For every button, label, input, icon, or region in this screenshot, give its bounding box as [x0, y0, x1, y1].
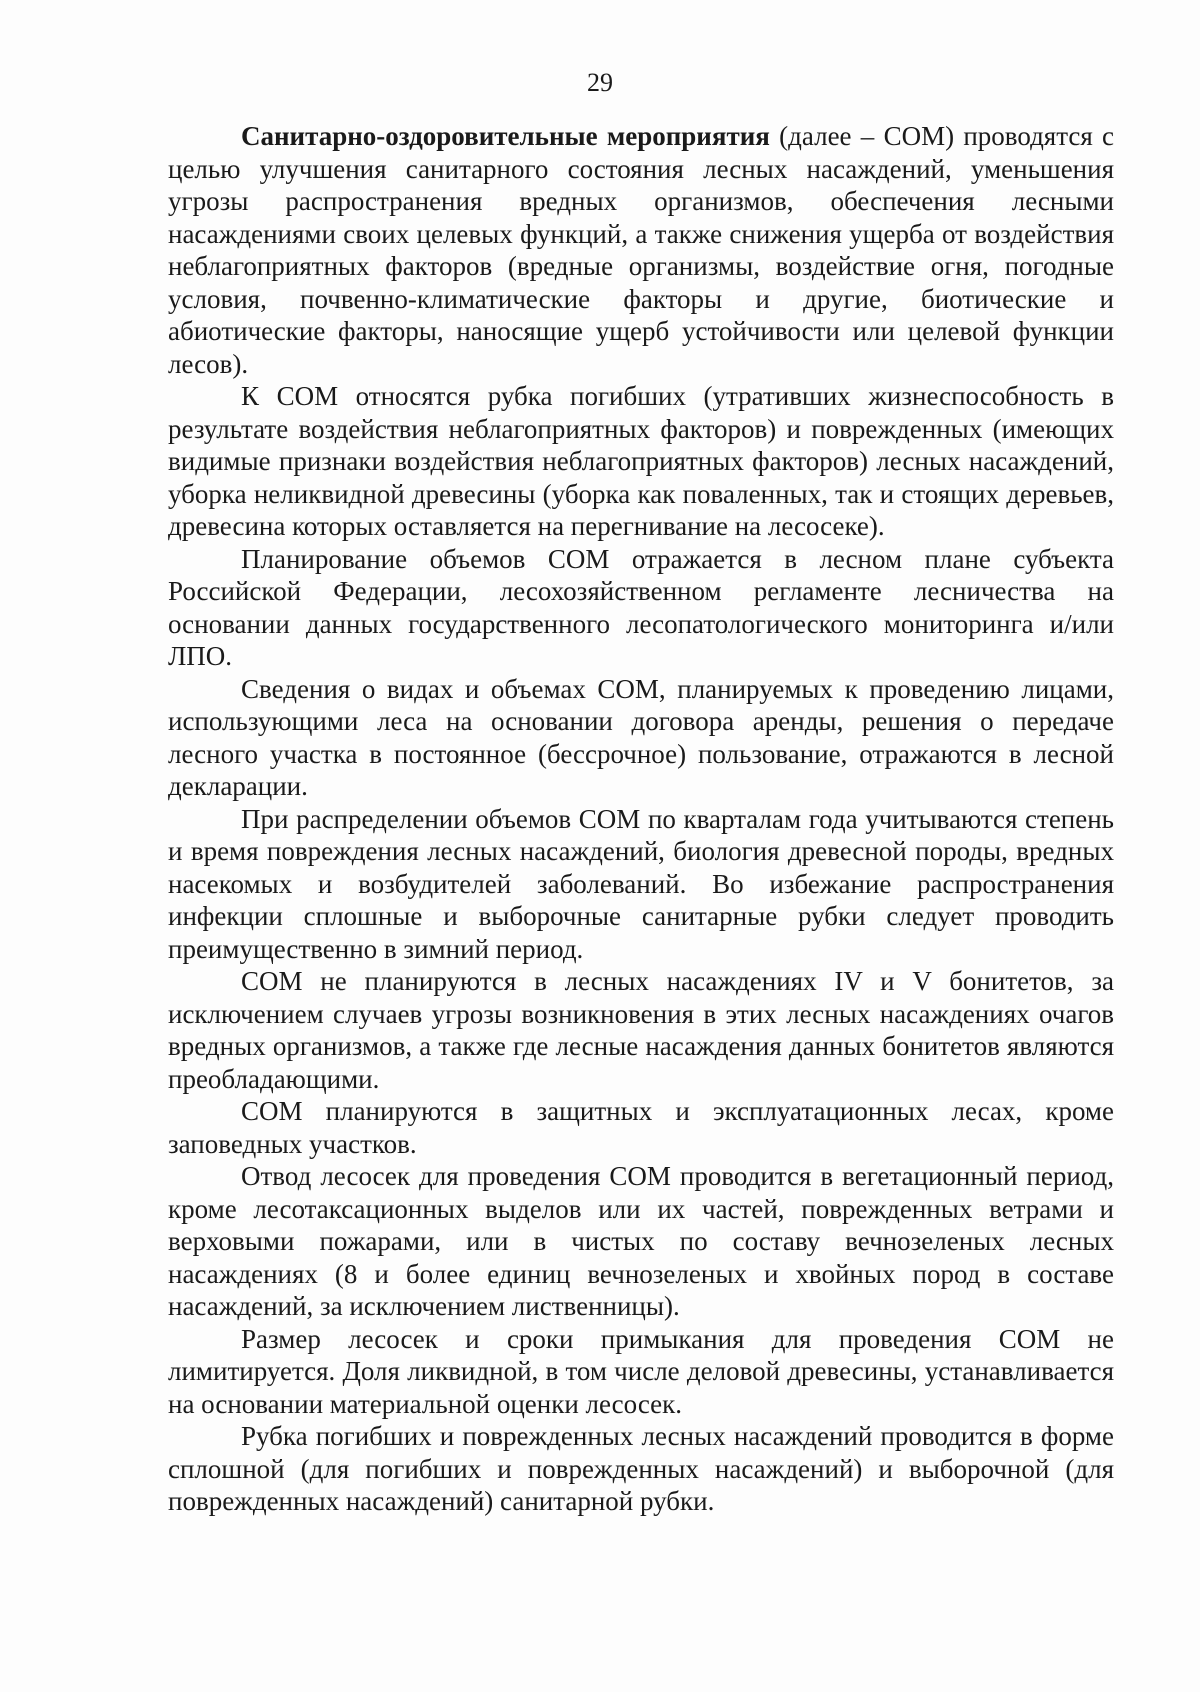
- paragraph-allocation: Отвод лесосек для проведения СОМ проводится в вегетационный период, кроме лесотаксационных выделов или их частей, поврежденных ветрами и верховыми пожарами, или в чистых по составу вечнозеленых лесных насаждениях (8 и более единиц вечнозеленых и хвойных пород в составе насаждений, за исключением лиственницы).: [168, 1161, 1114, 1321]
- paragraph-quarter-distribution: При распределении объемов СОМ по кварталам года учитываются степень и время повреждения лесных насаждений, биология древесной породы, вредных насекомых и возбудителей заболеваний. Во избежание распространения инфекции сплошные и выборочные санитарные рубки следует проводить преимущественно в зимний период.: [168, 803, 1114, 964]
- paragraph-felling-form: Рубка погибших и поврежденных лесных насаждений проводится в форме сплошной (для погибших и поврежденных насаждений) и выборочной (для поврежденных насаждений) санитарной рубки.: [168, 1421, 1114, 1516]
- bold-term: Санитарно-оздоровительные мероприятия: [241, 121, 770, 151]
- paragraph-declaration: Сведения о видах и объемах СОМ, планируемых к проведению лицами, использующими леса на основании договора аренды, решения о передаче лесного участка в постоянное (бессрочное) пользование, отражаются в лесной декларации.: [168, 673, 1114, 801]
- page-number: 29: [587, 68, 613, 97]
- paragraph-text: (далее – СОМ) проводятся с целью улучшения санитарного состояния лесных насаждений, уменьшения угрозы распространения вредных организмов, обеспечения лесными насаждениями своих целевых функций, а также снижения ущерба от воздействия неблагоприятных факторов (вредные организмы, воздействие огня, погодные условия, почвенно-климатические факторы и другие, биотические и абиотические факторы, наносящие ущерб устойчивости или целевой функции лесов).: [168, 121, 1114, 379]
- paragraph-forest-types: СОМ планируются в защитных и эксплуатационных лесах, кроме заповедных участков.: [168, 1096, 1114, 1159]
- body-text: [168, 120, 1114, 1518]
- paragraph-som-definition: [168, 120, 1114, 380]
- paragraph-cutting-size: Размер лесосек и сроки примыкания для проведения СОМ не лимитируется. Доля ликвидной, в том числе деловой древесины, устанавливается на основании материальной оценки лесосек.: [168, 1323, 1114, 1419]
- paragraph-planning: Планирование объемов СОМ отражается в лесном плане субъекта Российской Федерации, лесохозяйственном регламенте лесничества на основании данных государственного лесопатологического мониторинга и/или ЛПО.: [168, 543, 1114, 671]
- paragraph-bonitet-exclusion: СОМ не планируются в лесных насаждениях IV и V бонитетов, за исключением случаев угрозы возникновения в этих лесных насаждениях очагов вредных организмов, а также где лесные насаждения данных бонитетов являются преобладающими.: [168, 966, 1114, 1094]
- paragraph-som-includes: К СОМ относятся рубка погибших (утративших жизнеспособность в результате воздействия неблагоприятных факторов) и поврежденных (имеющих видимые признаки воздействия неблагоприятных факторов) лесных насаждений, уборка неликвидной древесины (уборка как поваленных, так и стоящих деревьев, древесина которых оставляется на перегнивание на лесосеке).: [168, 381, 1114, 541]
